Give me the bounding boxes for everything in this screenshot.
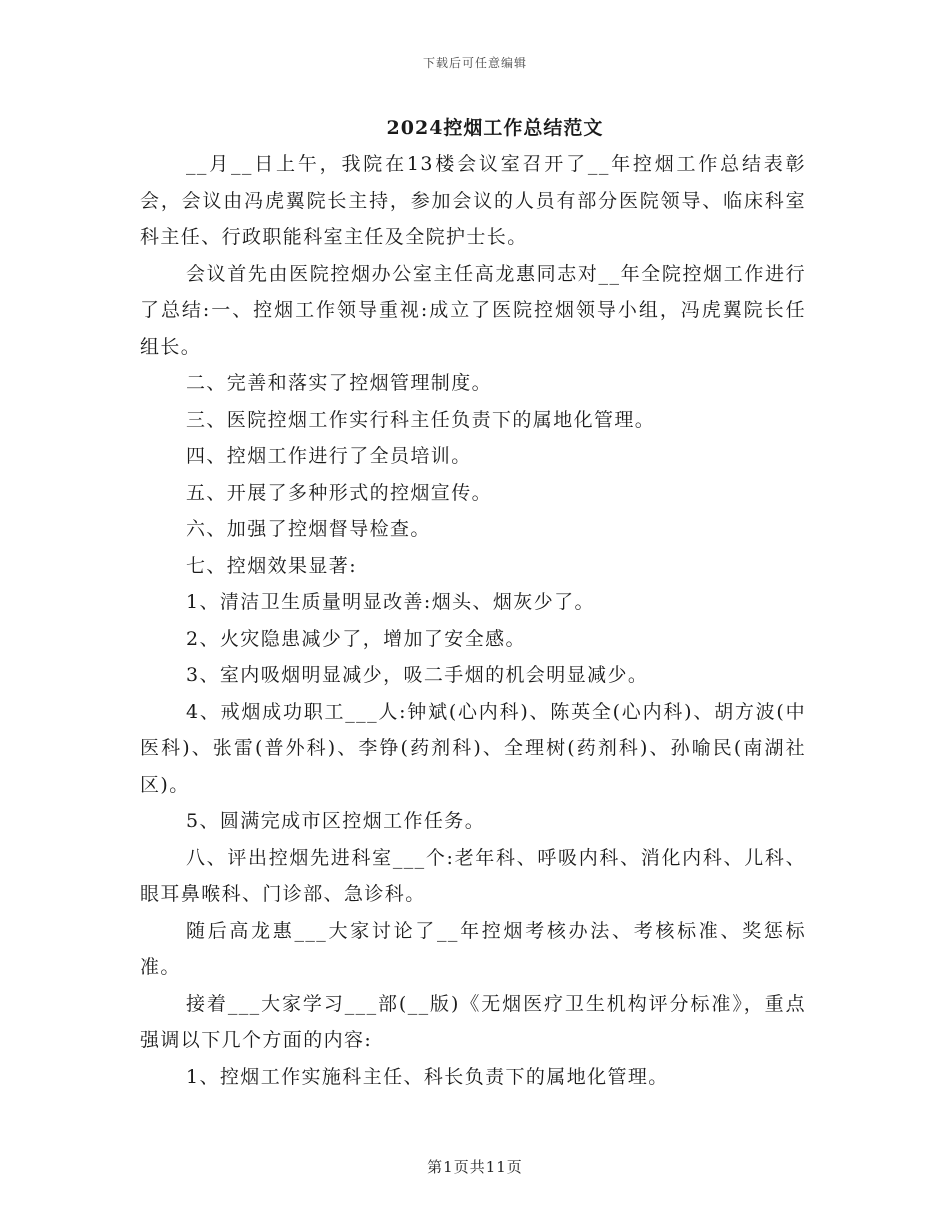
header-note: 下载后可任意编辑 <box>422 56 527 70</box>
page-number: 第1页共11页 <box>427 1158 523 1176</box>
paragraph: 接着___大家学习___部(__版)《无烟医疗卫生机构评分标准》，重点强调以下几个方面的内容: <box>140 992 806 1051</box>
paragraph: 4、戒烟成功职工___人:钟斌(心内科)、陈英全(心内科)、胡方波(中医科)、张雷(普外科)、李铮(药剂科)、全理树(药剂科)、孙喻民(南湖社区)。 <box>140 700 806 796</box>
paragraph: 八、评出控烟先进科室___个:老年科、呼吸内科、消化内科、儿科、眼耳鼻喉科、门诊部、急诊科。 <box>140 846 806 905</box>
paragraph: 随后高龙惠___大家讨论了__年控烟考核办法、考核标准、奖惩标准。 <box>140 919 806 978</box>
paragraph: 七、控烟效果显著: <box>186 554 358 577</box>
document-body <box>140 146 806 1095</box>
paragraph: __月__日上午，我院在13楼会议室召开了__年控烟工作总结表彰会，会议由冯虎翼院长主持，参加会议的人员有部分医院领导、临床科室科主任、行政职能科室主任及全院护士长。 <box>140 153 806 248</box>
paragraph: 3、室内吸烟明显减少，吸二手烟的机会明显减少。 <box>186 664 649 686</box>
paragraph: 三、医院控烟工作实行科主任负责下的属地化管理。 <box>186 408 656 431</box>
paragraph: 四、控烟工作进行了全员培训。 <box>186 445 472 467</box>
paragraph: 会议首先由医院控烟办公室主任高龙惠同志对__年全院控烟工作进行了总结:一、控烟工作领导重视:成立了医院控烟领导小组，冯虎翼院长任组长。 <box>140 262 806 358</box>
paragraph: 1、控烟工作实施科主任、科长负责下的属地化管理。 <box>186 1065 669 1088</box>
document-title: 2024控烟工作总结范文 <box>386 117 604 139</box>
paragraph: 5、圆满完成市区控烟工作任务。 <box>186 810 486 832</box>
paragraph: 2、火灾隐患减少了，增加了安全感。 <box>186 627 526 650</box>
paragraph: 五、开展了多种形式的控烟宣传。 <box>186 481 493 504</box>
paragraph: 1、清洁卫生质量明显改善:烟头、烟灰少了。 <box>186 591 595 613</box>
paragraph: 二、完善和落实了控烟管理制度。 <box>186 372 493 394</box>
paragraph: 六、加强了控烟督导检查。 <box>186 518 431 540</box>
